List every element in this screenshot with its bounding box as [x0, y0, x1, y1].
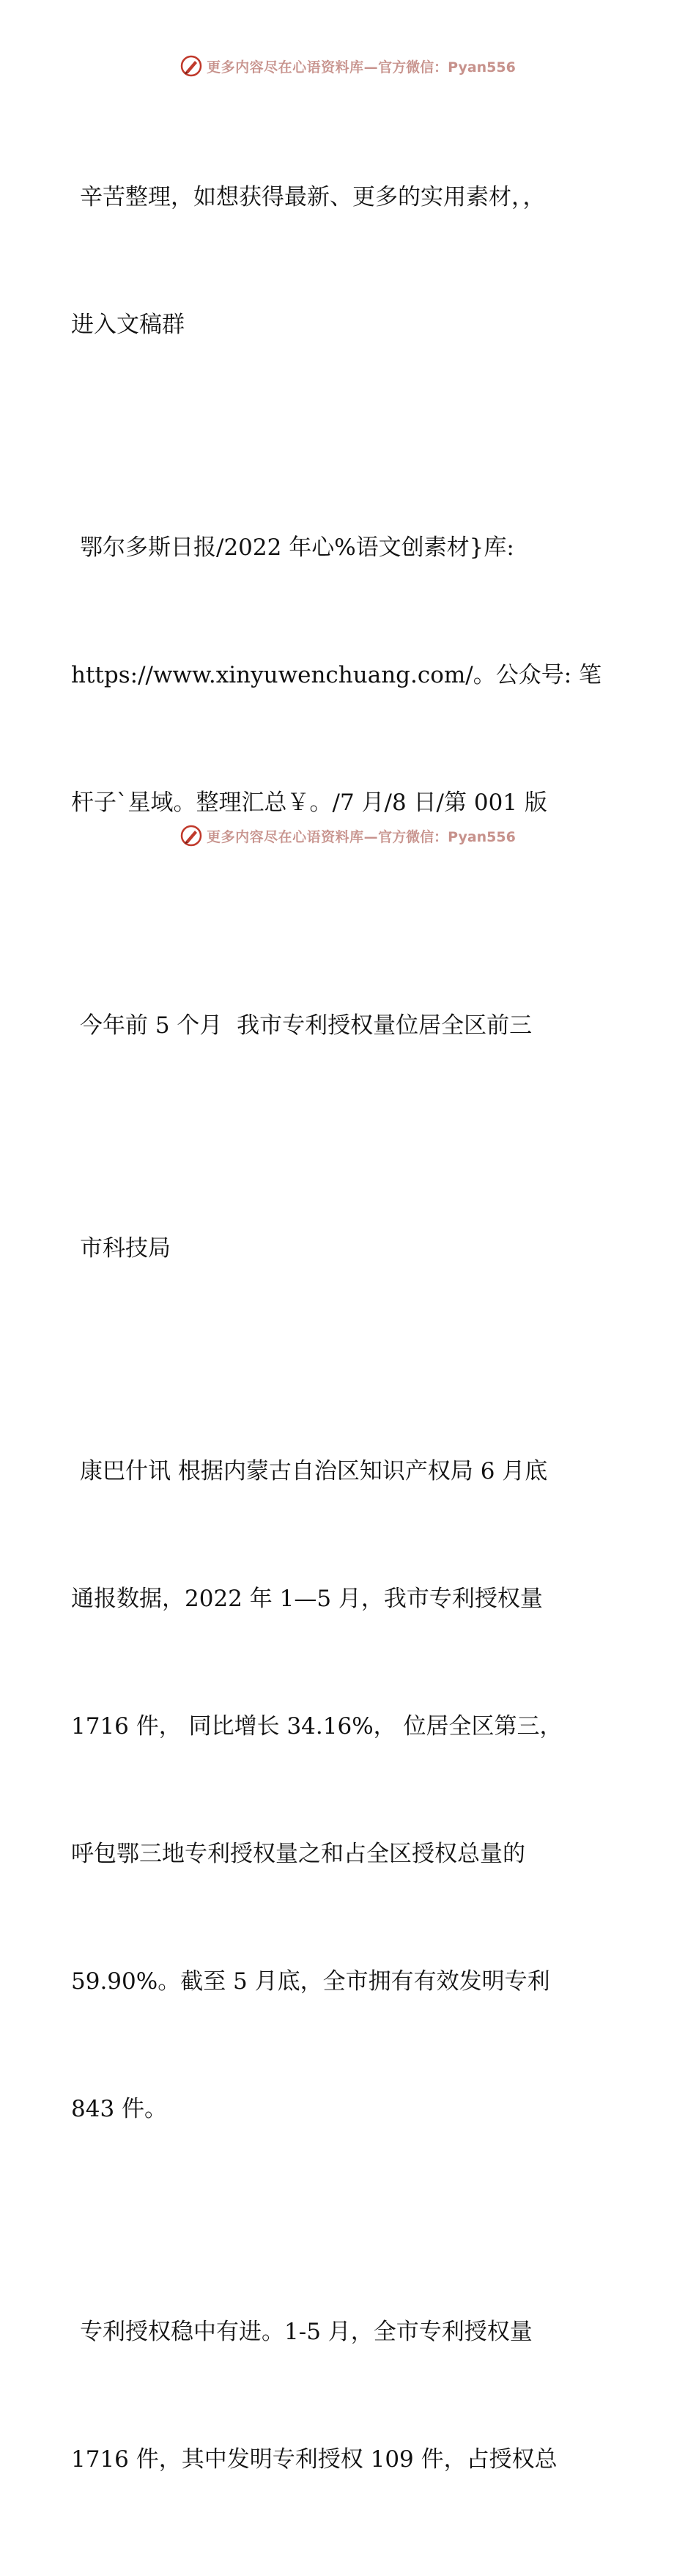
text-line: 843 件。 — [71, 2096, 168, 2122]
paragraph-lead — [71, 1365, 617, 2215]
text-line: 今年前 5 个月 我市专利授权量位居全区前三 — [80, 1012, 533, 1039]
banner-wechat: 官方微信：Pyan556 — [378, 828, 516, 845]
text-line: 1716 件，其中发明专利授权 109 件，占授权总 — [71, 2446, 558, 2473]
banner-text: 更多内容尽在心语资料库— — [207, 59, 379, 76]
text-line: 59.90%。截至 5 月底，全市拥有有效发明专利 — [71, 1968, 550, 1995]
document-body — [71, 91, 617, 2576]
text-line: 鄂尔多斯日报/2022 年心%语文创素材}库: — [80, 534, 514, 561]
text-line: 通报数据，2022 年 1—5 月，我市专利授权量 — [71, 1586, 543, 1612]
article-headline — [71, 919, 617, 1132]
footer-banner — [0, 821, 696, 850]
text-line: 康巴什讯 根据内蒙古自治区知识产权局 6 月底 — [80, 1458, 548, 1484]
pen-logo-icon — [180, 825, 202, 847]
paragraph-body — [71, 2226, 617, 2566]
text-line: 呼包鄂三地专利授权量之和占全区授权总量的 — [71, 1841, 525, 1867]
paragraph-intro — [71, 91, 617, 431]
text-line: 专利授权稳中有进。1-5 月，全市专利授权量 — [80, 2319, 533, 2345]
text-line: 辛苦整理，如想获得最新、更多的实用素材，， — [80, 184, 546, 210]
text-line: 杆子`星域。整理汇总￥。/7 月/8 日/第 001 版 — [71, 790, 547, 816]
banner-wechat: 官方微信：Pyan556 — [378, 59, 516, 76]
text-line: 市科技局 — [80, 1235, 171, 1262]
pen-logo-icon — [180, 55, 202, 77]
article-author — [71, 1142, 617, 1355]
header-banner — [0, 51, 696, 81]
text-line: 1716 件， 同比增长 34.16%， 位居全区第三， — [71, 1713, 563, 1740]
banner-text: 更多内容尽在心语资料库— — [207, 828, 379, 845]
text-line: https://www.xinyuwenchuang.com/。公众号: 笔 — [71, 662, 602, 688]
text-line: 进入文稿群 — [71, 312, 185, 338]
